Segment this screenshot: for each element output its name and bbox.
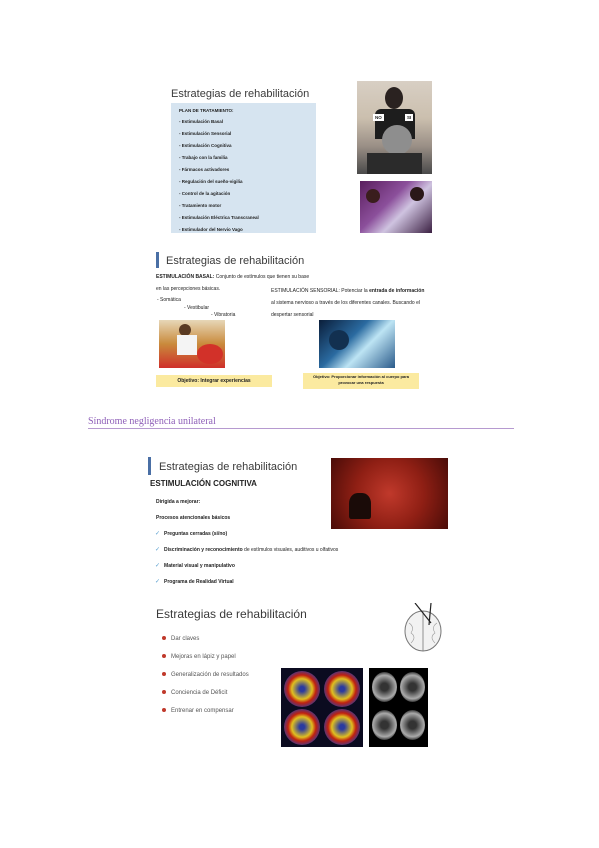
- cognitive-list: [155, 526, 338, 590]
- scan-2: [324, 671, 360, 707]
- strategy-item-label: Dar claves: [171, 636, 200, 642]
- cognitive-item-bold: Programa de Realidad Virtual: [164, 579, 234, 585]
- sensory-stimulation-photo: [319, 320, 395, 368]
- treatment-plan-item: - Control de la agitación: [179, 191, 231, 196]
- cognitive-item: [155, 542, 338, 558]
- treatment-plan-item: - Estimulación Basal: [179, 119, 224, 124]
- therapist-body: [177, 335, 197, 355]
- cognitive-item: [155, 558, 338, 574]
- slide3-title: Estrategias de rehabilitación: [159, 461, 298, 473]
- dirigida: Dirigida a mejorar:: [156, 499, 201, 505]
- strategy-item: [162, 666, 249, 684]
- bullet-dot-icon: [162, 654, 166, 658]
- treatment-plan-box: [171, 103, 316, 233]
- cognitive-item: [155, 526, 338, 542]
- strategy-item: [162, 630, 249, 648]
- sensorial-line2: al sistema nervioso a través de los diferentes canales. Buscando el: [271, 300, 420, 306]
- person-silhouette: [349, 493, 371, 519]
- treatment-plan-item: - Estimulación Sensorial: [179, 131, 232, 136]
- strategy-item: [162, 684, 249, 702]
- basal-line2: en las percepciones básicas.: [156, 286, 221, 292]
- head-silhouette: [329, 330, 349, 350]
- objective-sensorial: [303, 373, 419, 389]
- objective-basal: Objetivo: Integrar experiencias: [156, 375, 272, 387]
- strategy-item-label: Entrenar en compensar: [171, 708, 234, 714]
- sensory-room-photo: [360, 181, 432, 233]
- check-icon: ✓: [155, 579, 161, 585]
- cognitive-item-bold: Discriminación y reconocimiento: [164, 547, 243, 553]
- sensorial-bold: entrada de información: [369, 288, 425, 294]
- slide2-accent-bar: [156, 252, 159, 268]
- bullet-dot-icon: [162, 636, 166, 640]
- treatment-plan-header: PLAN DE TRATAMIENTO:: [179, 108, 234, 113]
- slide3-accent-bar: [148, 457, 151, 475]
- brain-scan-gray: [369, 668, 428, 747]
- scan-4: [324, 709, 360, 745]
- brain-scan-color: [281, 668, 363, 747]
- ct-4: [400, 710, 425, 740]
- slide3-subtitle: ESTIMULACIÓN COGNITIVA: [150, 479, 257, 488]
- slide4-title: Estrategias de rehabilitación: [156, 607, 307, 621]
- bullet-dot-icon: [162, 708, 166, 712]
- objective-sensorial-line1: Objetivo: Proporcionar información al cuerpo para: [312, 374, 410, 379]
- cognitive-item: [155, 574, 338, 590]
- patient-photo: [357, 81, 432, 174]
- basal-line1: [156, 271, 309, 283]
- vibratoria: - Vibratoria: [211, 312, 236, 318]
- patient-head: [382, 125, 412, 155]
- slide2-title: Estrategias de rehabilitación: [166, 255, 305, 267]
- cognitive-item-bold: Preguntas cerradas (si/no): [164, 531, 228, 537]
- brain-outline-icon: [401, 603, 446, 653]
- strategy-item: [162, 648, 249, 666]
- treatment-plan-item: - Estimulación Eléctrica Transcraneal: [179, 215, 259, 220]
- section-heading: Síndrome negligencia unilateral: [88, 416, 216, 427]
- virtual-reality-photo: [331, 458, 448, 529]
- treatment-plan-item: - Estimulación Cognitiva: [179, 143, 232, 148]
- cognitive-item-rest: de estímulos visuales, auditivos u olfativos: [242, 547, 339, 553]
- scan-1: [284, 671, 320, 707]
- scan-3: [284, 709, 320, 745]
- sensorial-line3: despertar sensorial: [271, 312, 314, 318]
- sensorial-label: ESTIMULACIÓN SENSORIAL:: [271, 288, 340, 294]
- somatica: - Somática: [157, 297, 181, 303]
- cognitive-item-bold: Material visual y manipulativo: [164, 563, 235, 569]
- treatment-plan-item: - Tratamiento motor: [179, 203, 222, 208]
- section-underline: [88, 428, 514, 429]
- treatment-plan-item: - Fármacos activadores: [179, 167, 230, 172]
- basal-label: ESTIMULACIÓN BASAL:: [156, 274, 215, 280]
- vestibular: - Vestibular: [184, 305, 210, 311]
- sign-no: NO: [375, 115, 382, 120]
- brain-diagram: [401, 603, 446, 653]
- basal-stimulation-photo: [159, 320, 225, 368]
- ct-1: [372, 672, 397, 702]
- basal-text: Conjunto de estímulos que tienen su base: [214, 274, 310, 280]
- sign-si: SI: [407, 115, 412, 120]
- strategy-item-label: Generalización de resultados: [171, 672, 249, 678]
- therapist-head: [385, 87, 403, 109]
- bullet-dot-icon: [162, 690, 166, 694]
- check-icon: ✓: [155, 531, 161, 537]
- strategy-item-label: Conciencia de Déficit: [171, 690, 228, 696]
- wheelchair: [367, 153, 422, 174]
- person-right: [410, 187, 424, 201]
- ct-3: [372, 710, 397, 740]
- objective-sensorial-line2: provocar una respuesta: [338, 380, 384, 385]
- check-icon: ✓: [155, 547, 161, 553]
- treatment-plan-item: - Trabajo con la familia: [179, 155, 228, 160]
- person-left: [366, 189, 380, 203]
- slide1-title: Estrategias de rehabilitación: [171, 88, 310, 100]
- strategy-item: [162, 702, 249, 720]
- ct-2: [400, 672, 425, 702]
- treatment-plan-item: - Regulación del sueño-vigilia: [179, 179, 243, 184]
- procesos: Procesos atencionales básicos: [156, 515, 231, 521]
- sensorial-line1: [271, 285, 424, 297]
- red-ball: [197, 344, 223, 364]
- treatment-plan-item: - Estimulador del Nervio Vago: [179, 227, 243, 232]
- strategy-item-label: Mejoras en lápiz y papel: [171, 654, 236, 660]
- strategies-list: [162, 630, 249, 720]
- bullet-dot-icon: [162, 672, 166, 676]
- sensorial-text1: Potenciar la: [339, 288, 370, 294]
- check-icon: ✓: [155, 563, 161, 569]
